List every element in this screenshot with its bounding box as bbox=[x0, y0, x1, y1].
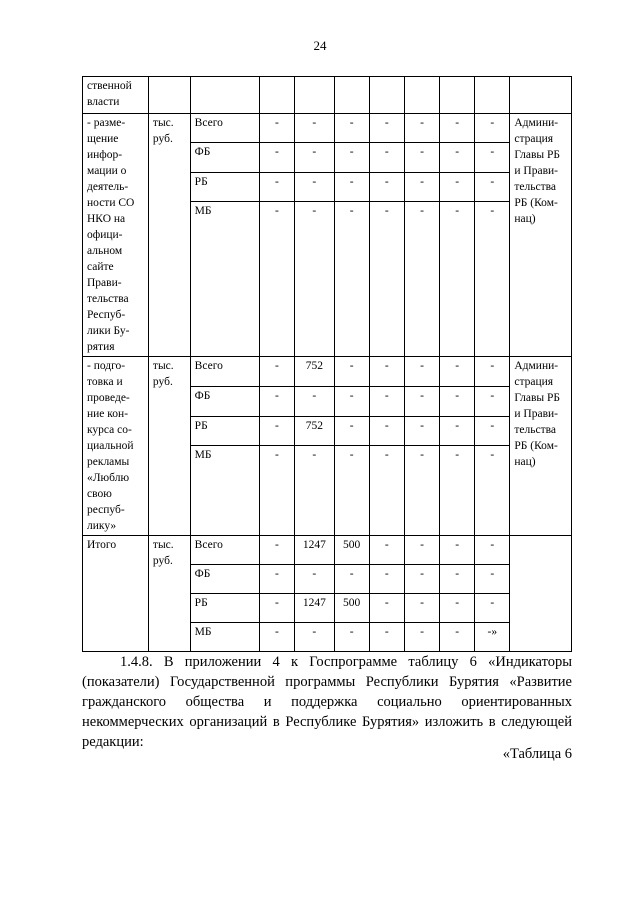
funding-source-cell: МБ bbox=[190, 623, 259, 652]
value-cell: - bbox=[259, 172, 294, 201]
table-row bbox=[83, 114, 572, 143]
empty-cell bbox=[510, 77, 572, 114]
funding-source-cell: ФБ bbox=[190, 565, 259, 594]
funding-source-cell: РБ bbox=[190, 172, 259, 201]
value-cell: - bbox=[404, 446, 439, 536]
empty-cell bbox=[440, 77, 475, 114]
funding-source-cell: РБ bbox=[190, 594, 259, 623]
paragraph-text: 1.4.8. В приложении 4 к Госпрограмме таблицу 6 «Индикаторы (показатели) Государственной программы Республики Бурятия «Развитие гражданского общества и поддержка социально ориентированных некоммерческих организаций в Республике Бурятия» изложить в следующей редакции: bbox=[82, 654, 572, 750]
budget-table bbox=[82, 76, 572, 652]
value-cell: - bbox=[475, 446, 510, 536]
value-cell: 500 bbox=[334, 536, 369, 565]
value-cell: - bbox=[475, 143, 510, 172]
empty-cell bbox=[369, 77, 404, 114]
executor-cell: Админи-страция Главы РБ и Прави-тельства РБ (Ком-нац) bbox=[510, 114, 572, 357]
empty-cell bbox=[190, 77, 259, 114]
value-cell: - bbox=[369, 357, 404, 387]
value-cell: - bbox=[404, 536, 439, 565]
value-cell: - bbox=[295, 114, 335, 143]
value-cell: - bbox=[369, 202, 404, 357]
funding-source-cell: Всего bbox=[190, 536, 259, 565]
value-cell: - bbox=[440, 386, 475, 416]
funding-source-cell: МБ bbox=[190, 446, 259, 536]
value-cell: - bbox=[404, 416, 439, 446]
value-cell: - bbox=[259, 416, 294, 446]
value-cell: - bbox=[369, 594, 404, 623]
value-cell: - bbox=[404, 565, 439, 594]
unit-cell: тыс. руб. bbox=[148, 357, 190, 536]
value-cell: - bbox=[404, 386, 439, 416]
value-cell: - bbox=[369, 386, 404, 416]
value-cell: - bbox=[475, 202, 510, 357]
empty-cell bbox=[334, 77, 369, 114]
value-cell: - bbox=[259, 357, 294, 387]
value-cell: - bbox=[475, 565, 510, 594]
value-cell: 752 bbox=[295, 416, 335, 446]
value-cell: - bbox=[334, 172, 369, 201]
value-cell: 752 bbox=[295, 357, 335, 387]
table-reference: «Таблица 6 bbox=[502, 746, 572, 762]
value-cell: 500 bbox=[334, 594, 369, 623]
value-cell: - bbox=[404, 357, 439, 387]
value-cell: - bbox=[295, 565, 335, 594]
table-row bbox=[83, 536, 572, 565]
value-cell: 1247 bbox=[295, 536, 335, 565]
value-cell: - bbox=[369, 623, 404, 652]
funding-source-cell: ФБ bbox=[190, 143, 259, 172]
paragraph-1-4-8 bbox=[82, 652, 572, 752]
value-cell: - bbox=[334, 202, 369, 357]
value-cell: - bbox=[259, 565, 294, 594]
unit-cell: тыс. руб. bbox=[148, 536, 190, 652]
value-cell: - bbox=[440, 202, 475, 357]
value-cell: - bbox=[334, 565, 369, 594]
measure-name-cell: Итого bbox=[83, 536, 149, 652]
value-cell: - bbox=[404, 594, 439, 623]
value-cell: - bbox=[475, 172, 510, 201]
value-cell: - bbox=[334, 357, 369, 387]
value-cell: - bbox=[295, 172, 335, 201]
value-cell: - bbox=[475, 357, 510, 387]
table-row bbox=[83, 357, 572, 387]
page-number: 24 bbox=[313, 38, 327, 53]
value-cell: - bbox=[259, 202, 294, 357]
value-cell: - bbox=[404, 623, 439, 652]
empty-cell bbox=[295, 77, 335, 114]
executor-cell bbox=[510, 536, 572, 652]
empty-cell bbox=[148, 77, 190, 114]
value-cell: - bbox=[369, 536, 404, 565]
empty-cell bbox=[475, 77, 510, 114]
value-cell: - bbox=[440, 536, 475, 565]
value-cell: - bbox=[404, 202, 439, 357]
value-cell: - bbox=[440, 623, 475, 652]
value-cell: - bbox=[440, 446, 475, 536]
value-cell: - bbox=[295, 446, 335, 536]
value-cell: - bbox=[334, 416, 369, 446]
value-cell: - bbox=[440, 565, 475, 594]
value-cell: - bbox=[334, 114, 369, 143]
funding-source-cell: МБ bbox=[190, 202, 259, 357]
unit-cell: тыс. руб. bbox=[148, 114, 190, 357]
budget-table-body bbox=[83, 77, 572, 652]
value-cell: - bbox=[259, 386, 294, 416]
table-row bbox=[83, 77, 572, 114]
value-cell: - bbox=[259, 143, 294, 172]
value-cell: - bbox=[295, 623, 335, 652]
value-cell: -» bbox=[475, 623, 510, 652]
empty-cell bbox=[404, 77, 439, 114]
value-cell: - bbox=[259, 536, 294, 565]
value-cell: - bbox=[259, 594, 294, 623]
value-cell: - bbox=[369, 143, 404, 172]
value-cell: - bbox=[440, 143, 475, 172]
value-cell: - bbox=[440, 172, 475, 201]
funding-source-cell: Всего bbox=[190, 357, 259, 387]
value-cell: - bbox=[295, 143, 335, 172]
executor-cell: Админи-страция Главы РБ и Прави-тельства РБ (Ком-нац) bbox=[510, 357, 572, 536]
value-cell: - bbox=[440, 594, 475, 623]
value-cell: - bbox=[369, 416, 404, 446]
measure-name-cell: ственной власти bbox=[83, 77, 149, 114]
value-cell: - bbox=[334, 386, 369, 416]
value-cell: - bbox=[475, 114, 510, 143]
measure-name-cell: - разме-щение инфор-мации о деятель-ности СО НКО на офици-альном сайте Прави-тельства Респуб-лики Бу-рятия bbox=[83, 114, 149, 357]
value-cell: - bbox=[259, 446, 294, 536]
value-cell: - bbox=[475, 594, 510, 623]
value-cell: - bbox=[334, 623, 369, 652]
value-cell: - bbox=[295, 386, 335, 416]
value-cell: 1247 bbox=[295, 594, 335, 623]
value-cell: - bbox=[404, 114, 439, 143]
value-cell: - bbox=[334, 143, 369, 172]
value-cell: - bbox=[334, 446, 369, 536]
value-cell: - bbox=[369, 114, 404, 143]
value-cell: - bbox=[404, 172, 439, 201]
value-cell: - bbox=[369, 446, 404, 536]
funding-source-cell: РБ bbox=[190, 416, 259, 446]
value-cell: - bbox=[404, 143, 439, 172]
value-cell: - bbox=[295, 202, 335, 357]
value-cell: - bbox=[440, 114, 475, 143]
value-cell: - bbox=[259, 623, 294, 652]
value-cell: - bbox=[475, 386, 510, 416]
value-cell: - bbox=[440, 416, 475, 446]
empty-cell bbox=[259, 77, 294, 114]
value-cell: - bbox=[440, 357, 475, 387]
funding-source-cell: ФБ bbox=[190, 386, 259, 416]
value-cell: - bbox=[259, 114, 294, 143]
value-cell: - bbox=[475, 416, 510, 446]
value-cell: - bbox=[369, 172, 404, 201]
value-cell: - bbox=[475, 536, 510, 565]
value-cell: - bbox=[369, 565, 404, 594]
measure-name-cell: - подго-товка и проведе-ние кон-курса со-циальной рекламы «Люблю свою респуб-лику» bbox=[83, 357, 149, 536]
funding-source-cell: Всего bbox=[190, 114, 259, 143]
